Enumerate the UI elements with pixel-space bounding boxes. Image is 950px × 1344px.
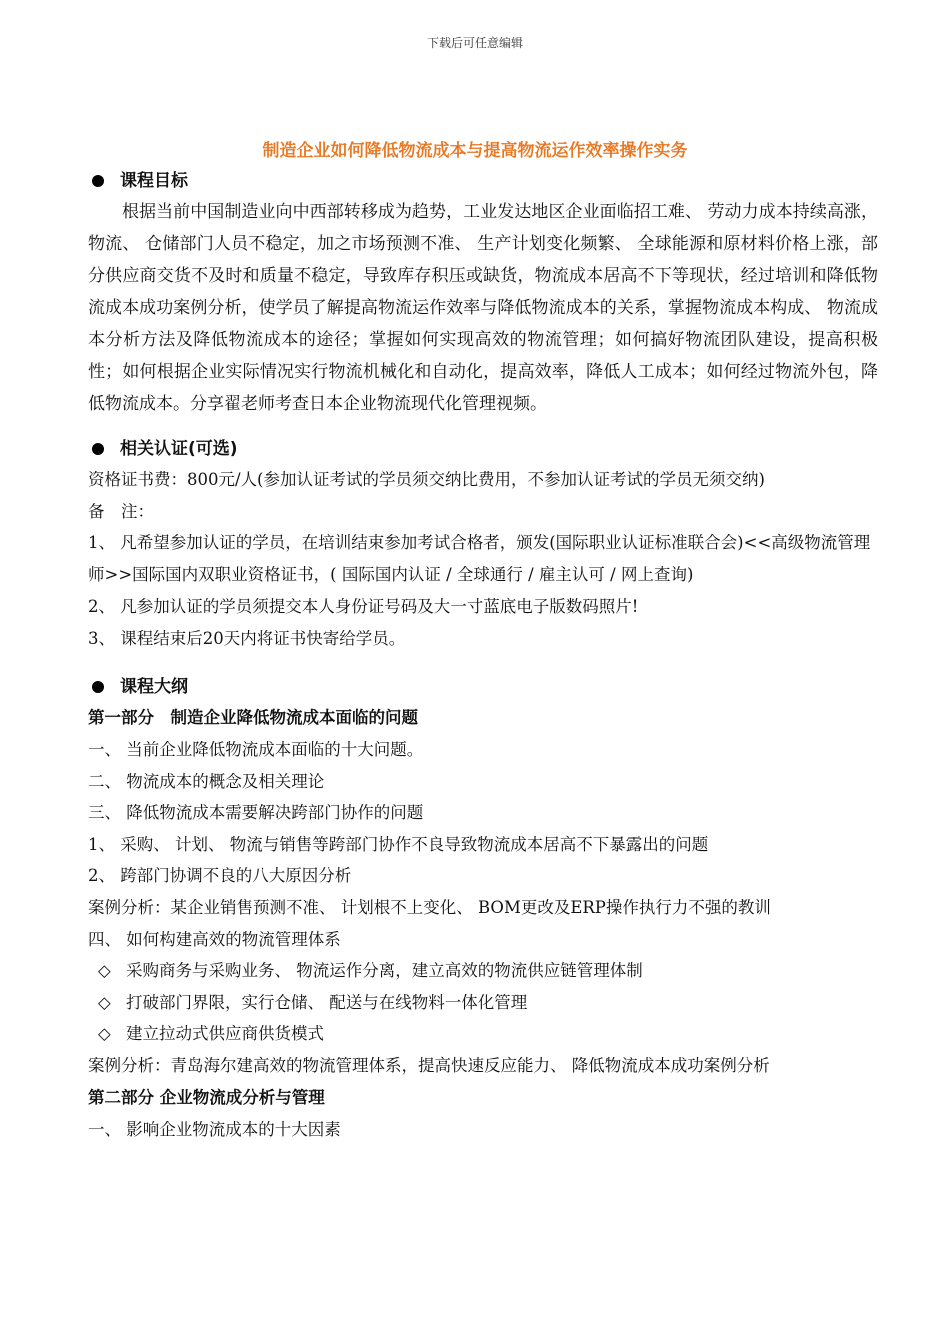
cert-item-2: 2、 凡参加认证的学员须提交本人身份证号码及大一寸蓝底电子版数码照片! — [88, 597, 639, 617]
section-heading-cert — [88, 434, 878, 464]
section-heading-outline — [88, 672, 878, 702]
outline-item: 1、 采购、 计划、 物流与销售等跨部门协作不良导致物流成本居高不下暴露出的问题 — [88, 834, 709, 854]
section-heading-goal — [88, 166, 878, 196]
outline-diamond-item — [88, 987, 878, 1019]
diamond-text: 建立拉动式供应商供货模式 — [126, 1024, 324, 1044]
heading-text: 课程目标 — [120, 171, 188, 191]
page-header: 下载后可任意编辑 — [426, 36, 523, 50]
diamond-text: 采购商务与采购业务、 物流运作分离，建立高效的物流供应链管理体制 — [126, 961, 643, 981]
diamond-icon: ◇ — [98, 992, 111, 1012]
diamond-text: 打破部门界限，实行仓储、 配送与在线物料一体化管理 — [126, 992, 528, 1012]
outline-item: 三、 降低物流成本需要解决跨部门协作的问题 — [88, 803, 424, 823]
outline-item: 二、 物流成本的概念及相关理论 — [88, 771, 325, 791]
bullet-icon — [92, 443, 104, 455]
document-title: 制造企业如何降低物流成本与提高物流运作效率操作实务 — [262, 141, 688, 161]
goal-paragraph: 根据当前中国制造业向中西部转移成为趋势，工业发达地区企业面临招工难、 劳动力成本持续高涨，物流、 仓储部门人员不稳定，加之市场预测不准、 生产计划变化频繁、 全球能源和原材料价格上涨，部分供应商交货不及时和质量不稳定，导致库存积压或缺货，物流成本居高不下等现状，经过培训和降低物流成本成功案例分析，使学员了解提高物流运作效率与降低物流成本的关系，掌握物流成本构成、 物流成本分析方法及降低物流成本的途径；掌握如何实现高效的物流管理；如何搞好物流团队建设，提高积极性；如何根据企业实际情况实行物流机械化和自动化，提高效率，降低人工成本；如何经过物流外包，降低物流成本。分享翟老师考查日本企业物流现代化管理视频。 — [88, 202, 878, 414]
bullet-icon — [92, 175, 104, 187]
outline-item: 一、 影响企业物流成本的十大因素 — [88, 1119, 341, 1139]
bullet-icon — [92, 681, 104, 693]
cert-fee: 资格证书费：800元/人(参加认证考试的学员须交纳比费用，不参加认证考试的学员无须交纳) — [88, 470, 765, 489]
outline-item: 一、 当前企业降低物流成本面临的十大问题。 — [88, 739, 424, 759]
cert-note-label: 备 注： — [88, 501, 154, 521]
outline-case: 案例分析：青岛海尔建高效的物流管理体系，提高快速反应能力、 降低物流成本成功案例分析 — [88, 1055, 770, 1075]
heading-text: 课程大纲 — [120, 677, 188, 698]
outline-case: 案例分析：某企业销售预测不准、 计划根不上变化、 BOM更改及ERP操作执行力不强的教训 — [88, 897, 771, 917]
heading-text: 相关认证(可选) — [120, 439, 238, 459]
outline-diamond-item — [88, 955, 878, 987]
cert-item-1: 1、 凡希望参加认证的学员，在培训结束参加考试合格者，颁发(国际职业认证标准联合会)<<高级物流管理师>>国际国内双职业资格证书，( 国际国内认证 / 全球通行 / 雇主认可 / 网上查询) — [88, 533, 871, 585]
cert-item-3: 3、 课程结束后20天内将证书快寄给学员。 — [88, 628, 406, 648]
diamond-icon: ◇ — [98, 1024, 111, 1044]
outline-item: 四、 如何构建高效的物流管理体系 — [88, 929, 341, 949]
outline-part-1: 第一部分 制造企业降低物流成本面临的问题 — [88, 708, 418, 728]
outline-part-2: 第二部分 企业物流成分析与管理 — [88, 1087, 325, 1107]
diamond-icon: ◇ — [98, 961, 111, 981]
outline-diamond-item — [88, 1018, 878, 1050]
document-body — [88, 166, 878, 1145]
outline-item: 2、 跨部门协调不良的八大原因分析 — [88, 866, 352, 886]
